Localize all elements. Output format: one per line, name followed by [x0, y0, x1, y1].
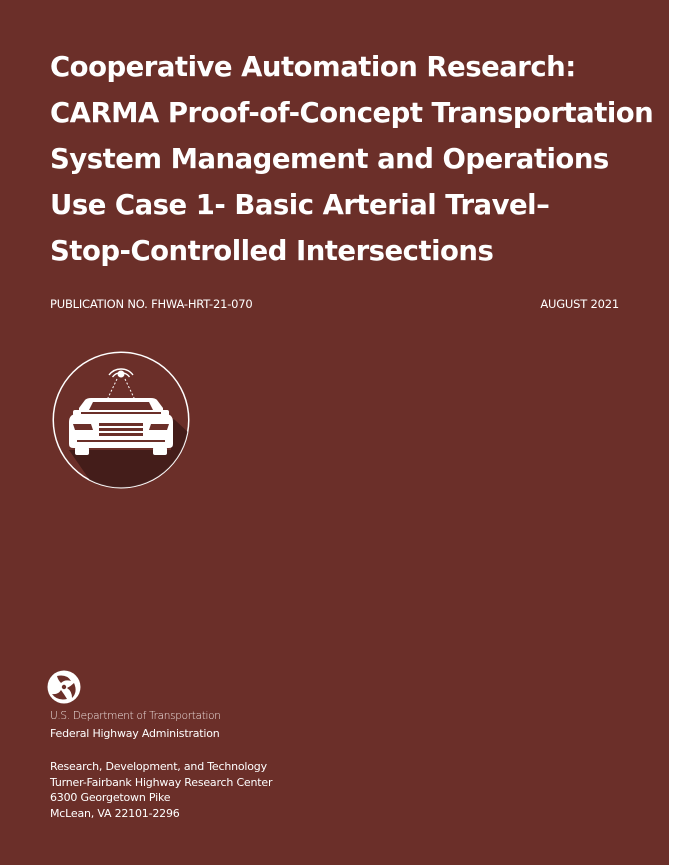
- title-line: Cooperative Automation Research:: [50, 51, 576, 83]
- address-line: Research, Development, and Technology: [50, 760, 267, 773]
- department-name: U.S. Department of Transportation: [50, 710, 221, 722]
- address-line: Turner-Fairbank Highway Research Center: [50, 775, 273, 789]
- publication-date: AUGUST 2021: [540, 297, 619, 311]
- address-line: McLean, VA 22101-2296: [50, 806, 180, 820]
- publication-number: PUBLICATION NO. FHWA-HRT-21-070: [50, 297, 253, 311]
- title-line: System Management and Operations: [50, 143, 609, 175]
- connected-car-icon: [51, 350, 191, 490]
- title-line: CARMA Proof-of-Concept Transportation: [50, 97, 654, 129]
- report-title: [50, 44, 654, 274]
- title-line: Use Case 1- Basic Arterial Travel–: [50, 189, 550, 221]
- title-line: Stop-Controlled Intersections: [50, 235, 494, 267]
- address-line: 6300 Georgetown Pike: [50, 791, 171, 804]
- administration-name: Federal Highway Administration: [50, 727, 220, 740]
- usdot-logo-icon: [47, 670, 81, 704]
- address-block: [50, 759, 272, 821]
